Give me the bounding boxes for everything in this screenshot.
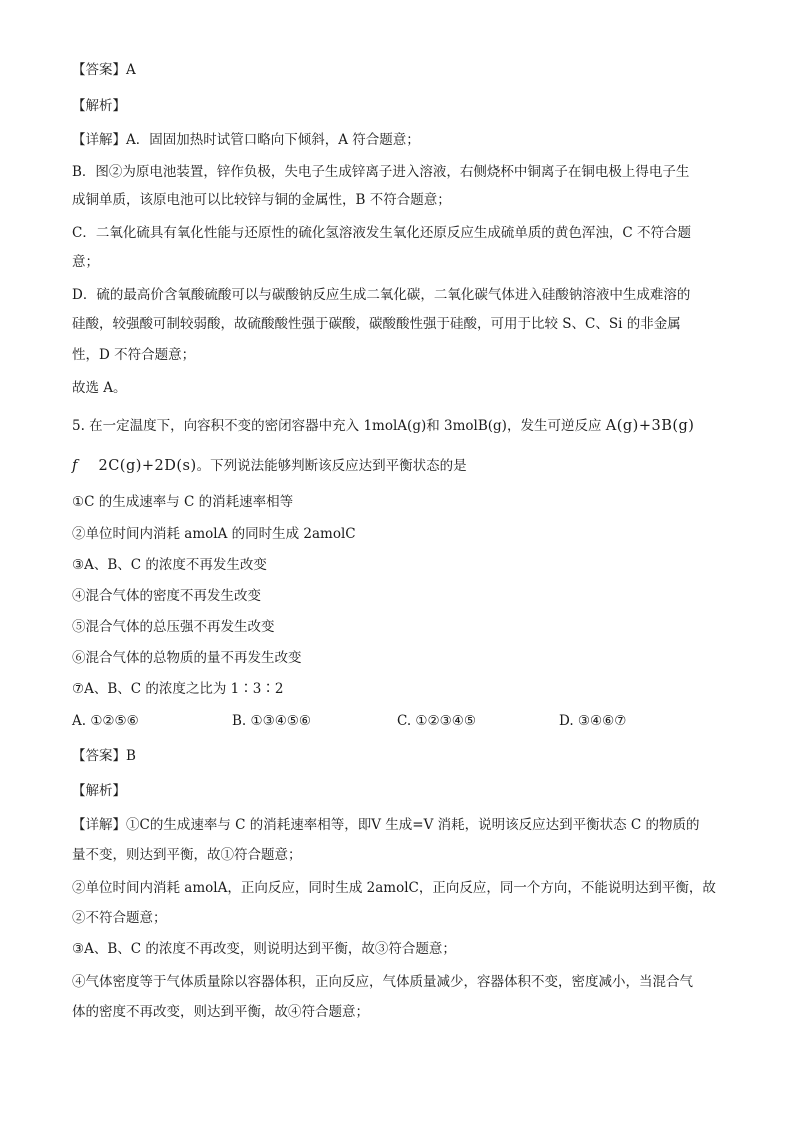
q5-option-c: C. ①②③④⑤ <box>397 713 476 729</box>
q5-statement: ⑤混合气体的总压强不再发生改变 <box>72 619 275 635</box>
q5-stem-tail: 。下列说法能够判断该反应达到平衡状态的是 <box>196 458 467 474</box>
q5-stem-text: 5. 在一定温度下，向容积不变的密闭容器中充入 1molA(g)和 3molB(g)，发生可逆反应 <box>72 418 602 434</box>
q5-stem-line1 <box>72 416 694 436</box>
q5-analysis-label: 【解析】 <box>72 783 126 799</box>
q5-statement: ⑥混合气体的总物质的量不再发生改变 <box>72 650 302 666</box>
q5-detail-line: ④气体密度等于气体质量除以容器体积，正向反应，气体质量减少，容器体积不变，密度减小，当混合气 <box>72 974 693 990</box>
q4-detail-line: 硅酸，较强酸可制较弱酸，故硫酸酸性强于碳酸，碳酸酸性强于硅酸，可用于比较 S、C、Si 的非金属 <box>72 316 681 332</box>
q5-stem-line2 <box>72 456 467 476</box>
q5-option-d: D. ③④⑥⑦ <box>559 713 627 729</box>
q4-conclusion: 故选 A。 <box>72 380 127 396</box>
q5-detail-line: 体的密度不再改变，则达到平衡，故④符合题意； <box>72 1004 369 1020</box>
q5-statement: ④混合气体的密度不再发生改变 <box>72 588 261 604</box>
q4-detail-line: 性，D 不符合题意； <box>72 347 196 363</box>
q4-detail-line: 【详解】A．固固加热时试管口略向下倾斜，A 符合题意； <box>72 132 420 148</box>
q5-option-b: B. ①③④⑤⑥ <box>232 713 312 729</box>
q4-detail-line: C．二氧化硫具有氧化性能与还原性的硫化氢溶液发生氧化还原反应生成硫单质的黄色浑浊，C 不符合题 <box>72 225 691 241</box>
q5-statement: ③A、B、C 的浓度不再发生改变 <box>72 557 267 573</box>
q5-detail-line: ②不符合题意； <box>72 910 167 926</box>
q5-equation-left: A(g)+3B(g) <box>605 418 695 434</box>
q4-detail-line: 成铜单质，该原电池可以比较锌与铜的金属性，B 不符合题意； <box>72 192 451 208</box>
q5-option-a: A. ①②⑤⑥ <box>72 713 139 729</box>
q5-detail-line: 量不变，则达到平衡，故①符合题意； <box>72 847 302 863</box>
q4-analysis-label: 【解析】 <box>72 98 126 114</box>
q5-statement: ⑦A、B、C 的浓度之比为 1∶3∶2 <box>72 681 284 697</box>
q5-detail-line: 【详解】①C的生成速率与 C 的消耗速率相等，即V 生成=V 消耗，说明该反应达到平衡状态 C 的物质的 <box>72 817 700 833</box>
q4-detail-line: B．图②为原电池装置，锌作负极，失电子生成锌离子进入溶液，右侧烧杯中铜离子在铜电极上得电子生 <box>72 164 690 180</box>
q5-equation-right: 2C(g)+2D(s) <box>98 458 197 474</box>
q5-detail-line: ③A、B、C 的浓度不再改变，则说明达到平衡，故③符合题意； <box>72 941 456 957</box>
q5-equation-arrow: f <box>72 458 78 474</box>
q4-detail-line: D．硫的最高价含氧酸硫酸可以与碳酸钠反应生成二氧化碳，二氧化碳气体进入硅酸钠溶液中生成难溶的 <box>72 287 691 303</box>
q5-detail-line: ②单位时间内消耗 amolA，正向反应，同时生成 2amolC，正向反应，同一个方向，不能说明达到平衡，故 <box>72 880 716 896</box>
q4-detail-line: 意； <box>72 254 99 270</box>
q5-statement: ①C 的生成速率与 C 的消耗速率相等 <box>72 494 294 510</box>
q5-statement: ②单位时间内消耗 amolA 的同时生成 2amolC <box>72 526 356 542</box>
q5-answer: 【答案】B <box>72 748 136 764</box>
q4-answer: 【答案】A <box>72 62 136 78</box>
